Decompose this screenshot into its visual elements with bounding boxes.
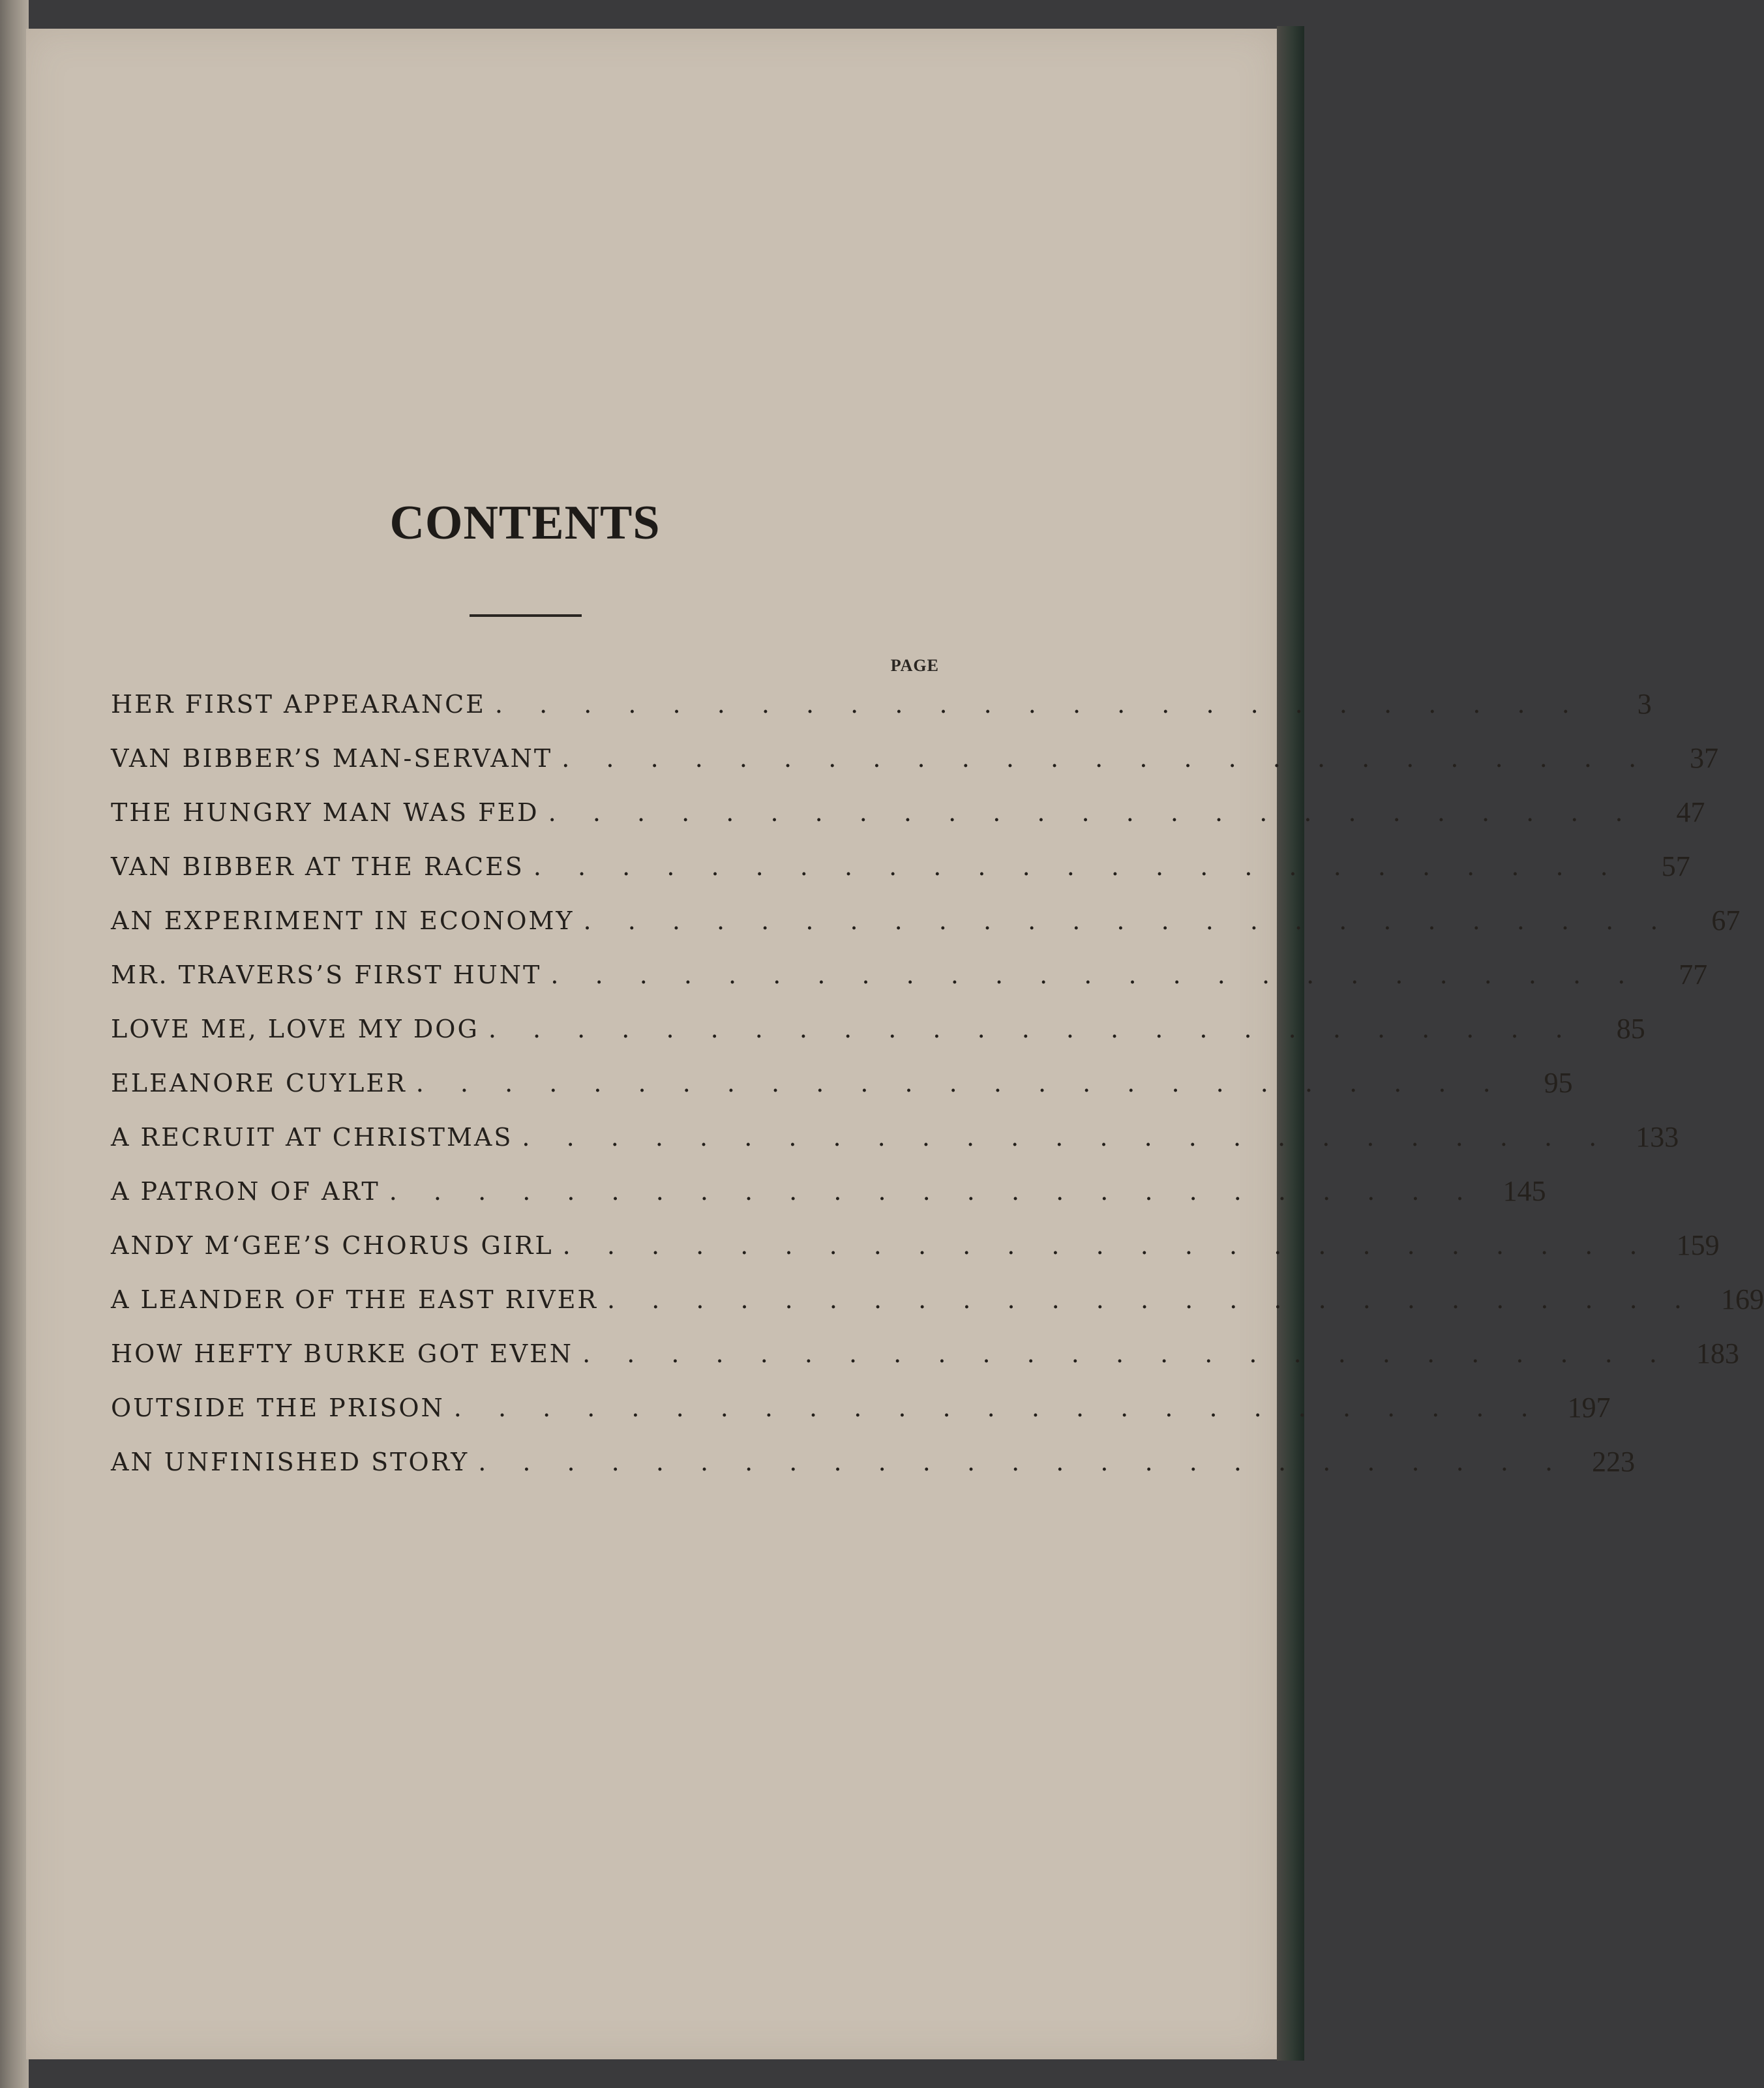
toc-entry-page: 169 bbox=[1720, 1283, 1764, 1315]
toc-entry-page: 145 bbox=[1502, 1175, 1546, 1207]
dot-leader: . . . . . . . . . . . . . . . . . . . . . . . . . bbox=[562, 1230, 1652, 1260]
dot-leader: . . . . . . . . . . . . . . . . . . . . . . . . . bbox=[453, 1393, 1543, 1422]
dot-leader: . . . . . . . . . . . . . . . . . . . . . . . . . bbox=[582, 1339, 1671, 1368]
toc-entry bbox=[111, 1380, 1611, 1435]
toc-entry-title: A PATRON OF ART bbox=[111, 1176, 380, 1206]
dot-leader: . . . . . . . . . . . . . . . . . . . . . . . . . bbox=[583, 906, 1673, 935]
dot-leader: . . . . . . . . . . . . . . . . . . . . . . . . . bbox=[494, 689, 1584, 719]
toc-entry bbox=[111, 731, 1719, 785]
toc-entry-title: LOVE ME, LOVE MY DOG bbox=[111, 1014, 479, 1043]
dot-leader: . . . . . . . . . . . . . . . . . . . . . . . . . bbox=[389, 1176, 1478, 1206]
toc-entry-page: 133 bbox=[1636, 1121, 1679, 1153]
toc-entry-title: HER FIRST APPEARANCE bbox=[111, 689, 486, 719]
contents-list bbox=[111, 677, 1764, 1489]
toc-entry-title: A RECRUIT AT CHRISTMAS bbox=[111, 1122, 513, 1152]
toc-entry-title: A LEANDER OF THE EAST RIVER bbox=[111, 1285, 599, 1314]
toc-entry-page: 159 bbox=[1676, 1229, 1720, 1261]
page-title: CONTENTS bbox=[389, 496, 661, 550]
book-spine-edge bbox=[0, 0, 29, 2088]
toc-entry-page: 3 bbox=[1637, 688, 1652, 720]
toc-entry-title: VAN BIBBER’S MAN-SERVANT bbox=[111, 743, 553, 773]
toc-entry bbox=[111, 1002, 1645, 1056]
toc-entry-page: 95 bbox=[1544, 1067, 1573, 1099]
title-divider bbox=[470, 614, 582, 617]
toc-entry bbox=[111, 785, 1705, 839]
toc-entry bbox=[111, 947, 1708, 1002]
dot-leader: . . . . . . . . . . . . . . . . . . . . . . . . . bbox=[607, 1285, 1696, 1314]
toc-entry-title: ELEANORE CUYLER bbox=[111, 1068, 407, 1097]
dot-leader: . . . . . . . . . . . . . . . . . . . . . . . . . bbox=[548, 798, 1637, 827]
dot-leader: . . . . . . . . . . . . . . . . . . . . . . . . . bbox=[488, 1014, 1577, 1043]
toc-entry-page: 57 bbox=[1661, 850, 1690, 882]
dot-leader: . . . . . . . . . . . . . . . . . . . . . . . . . bbox=[561, 743, 1651, 773]
dot-leader: . . . . . . . . . . . . . . . . . . . . . . . . . bbox=[550, 960, 1640, 989]
toc-entry-title: VAN BIBBER AT THE RACES bbox=[111, 852, 524, 881]
toc-entry-title: ANDY M‘GEE’S CHORUS GIRL bbox=[111, 1230, 554, 1260]
toc-entry bbox=[111, 1435, 1636, 1489]
toc-entry-page: 67 bbox=[1711, 904, 1741, 936]
toc-entry bbox=[111, 839, 1690, 893]
toc-entry-title: MR. TRAVERS’S FIRST HUNT bbox=[111, 960, 542, 989]
toc-entry bbox=[111, 1218, 1720, 1272]
toc-entry bbox=[111, 1056, 1573, 1110]
toc-entry-page: 37 bbox=[1690, 742, 1719, 774]
toc-entry-title: THE HUNGRY MAN WAS FED bbox=[111, 798, 539, 827]
toc-entry-page: 85 bbox=[1616, 1013, 1645, 1045]
toc-entry bbox=[111, 1272, 1764, 1326]
toc-entry bbox=[111, 1326, 1739, 1380]
toc-entry-title: AN UNFINISHED STORY bbox=[111, 1447, 470, 1476]
book-cover-edge bbox=[1277, 26, 1304, 2061]
toc-entry-page: 183 bbox=[1696, 1337, 1739, 1369]
toc-entry bbox=[111, 893, 1741, 947]
dot-leader: . . . . . . . . . . . . . . . . . . . . . . . . . bbox=[415, 1068, 1505, 1097]
dot-leader: . . . . . . . . . . . . . . . . . . . . . . . . . bbox=[533, 852, 1622, 881]
toc-entry-page: 47 bbox=[1676, 796, 1705, 828]
dot-leader: . . . . . . . . . . . . . . . . . . . . . . . . . bbox=[478, 1447, 1568, 1476]
toc-entry-title: HOW HEFTY BURKE GOT EVEN bbox=[111, 1339, 574, 1368]
toc-entry bbox=[111, 677, 1652, 731]
toc-entry bbox=[111, 1110, 1679, 1164]
toc-entry-title: AN EXPERIMENT IN ECONOMY bbox=[111, 906, 575, 935]
toc-entry-title: OUTSIDE THE PRISON bbox=[111, 1393, 445, 1422]
toc-entry-page: 223 bbox=[1592, 1446, 1636, 1478]
toc-entry bbox=[111, 1164, 1546, 1218]
page-column-label: PAGE bbox=[890, 656, 939, 675]
toc-entry-page: 77 bbox=[1679, 959, 1708, 991]
dot-leader: . . . . . . . . . . . . . . . . . . . . . . . . . bbox=[522, 1122, 1611, 1152]
toc-entry-page: 197 bbox=[1567, 1392, 1611, 1424]
